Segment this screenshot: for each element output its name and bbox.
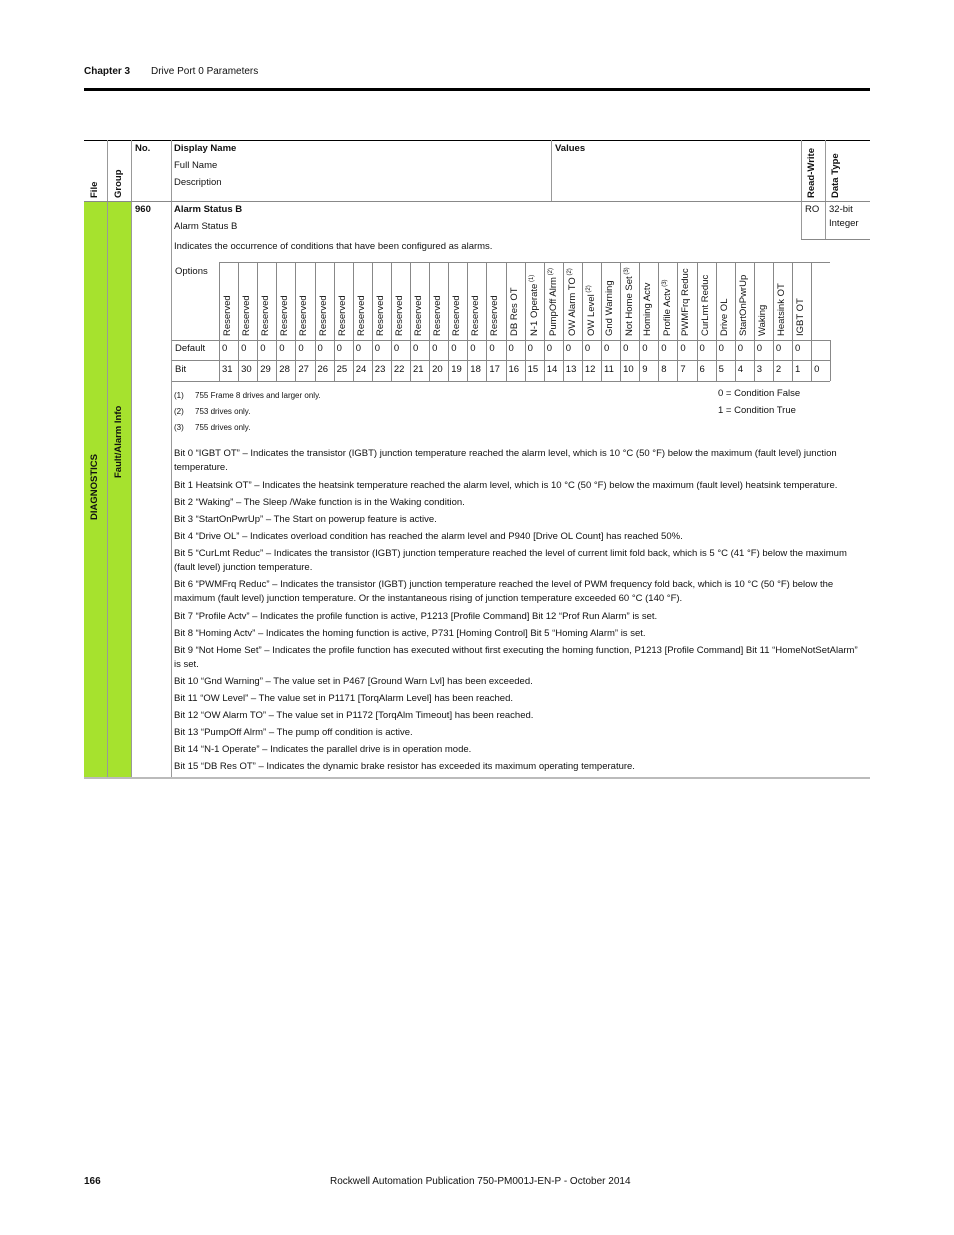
option-bit-name-text: Profile Actv — [662, 288, 674, 336]
bit-description: Bit 0 “IGBT OT” – Indicates the transistor (IGBT) junction temperature reached the alarm level, which is 10 °C (50 °F) below the maximum (fault level) junction temperature. — [174, 448, 837, 473]
description-header: Description — [174, 177, 222, 188]
option-bit-name — [623, 267, 637, 336]
option-bit-name — [604, 280, 617, 336]
option-default-value: 0 — [795, 343, 801, 354]
option-bit-name — [528, 275, 542, 336]
page-number: 166 — [84, 1176, 101, 1187]
option-default-value: 0 — [241, 343, 247, 354]
option-bit-name — [700, 275, 713, 336]
footnotes — [174, 388, 321, 436]
option-bit-number: 1 — [795, 364, 801, 375]
option-bit-number: 26 — [317, 364, 329, 375]
option-bit-number: 27 — [298, 364, 309, 375]
col-divider — [131, 140, 132, 777]
option-bit-name-text: Reserved — [336, 295, 348, 336]
options-col-rule — [238, 262, 239, 381]
option-bit-number: 5 — [718, 364, 724, 375]
option-bit-number: 13 — [565, 364, 577, 375]
option-default-value: 0 — [451, 343, 457, 354]
col-divider — [825, 140, 826, 239]
options-col-rule — [429, 262, 430, 381]
option-bit-name-text: DB Res OT — [508, 287, 520, 336]
option-bit-number: 4 — [737, 364, 743, 375]
options-col-rule — [601, 262, 602, 381]
option-bit-name — [241, 295, 254, 336]
parameter-display-name: Alarm Status B — [174, 204, 243, 215]
col-divider — [801, 140, 802, 239]
option-default-value: 0 — [565, 343, 572, 354]
option-bit-number: 29 — [260, 364, 271, 375]
option-bit-number: 6 — [699, 364, 705, 375]
options-col-rule — [773, 262, 774, 381]
option-bit-name-text: Reserved — [489, 295, 501, 336]
option-bit-footnote-ref: (2) — [585, 285, 592, 295]
option-default-value: 0 — [775, 343, 782, 354]
footnote-number: (3) — [174, 423, 184, 432]
option-bit-number: 17 — [489, 364, 500, 375]
page-header — [84, 66, 259, 77]
option-bit-name-text: Reserved — [393, 295, 405, 336]
option-bit-number: 2 — [775, 364, 782, 375]
option-default-value: 0 — [393, 343, 400, 354]
option-default-value: 0 — [355, 343, 361, 354]
parameter-table — [84, 140, 870, 780]
option-default-value: 0 — [756, 343, 763, 354]
option-bit-number: 18 — [470, 364, 481, 375]
option-default-value: 0 — [737, 343, 743, 354]
options-col-rule — [276, 262, 277, 381]
options-col-rule — [448, 262, 449, 381]
no-header: No. — [135, 143, 151, 154]
option-bit-name-text: Reserved — [298, 295, 310, 336]
option-bit-name — [298, 295, 311, 336]
option-default-value: 0 — [508, 343, 514, 354]
options-col-rule — [391, 262, 392, 381]
option-default-value: 0 — [470, 343, 476, 354]
option-default-value: 0 — [336, 343, 342, 354]
option-bit-name — [413, 295, 426, 336]
option-bit-name-text: Reserved — [241, 295, 253, 336]
display-name-header: Display Name — [174, 143, 237, 154]
option-bit-name — [776, 283, 789, 336]
legend-false: 0 = Condition False — [718, 388, 801, 399]
option-bit-name — [757, 305, 770, 336]
read-write-value: RO — [805, 204, 820, 215]
options-col-rule — [639, 262, 640, 381]
option-bit-footnote-ref: (2) — [566, 268, 573, 278]
options-col-rule — [410, 262, 411, 381]
option-bit-name-text: OW Level — [586, 294, 598, 336]
footnote-number: (2) — [174, 407, 184, 416]
options-grid — [172, 262, 830, 382]
option-bit-name — [279, 295, 292, 336]
option-bit-number: 0 — [814, 364, 820, 375]
option-bit-number: 25 — [336, 364, 348, 375]
bit-label: Bit — [175, 364, 187, 375]
option-bit-name — [661, 279, 675, 336]
bit-description: Bit 15 “DB Res OT” – Indicates the dynamic brake resistor has exceeded its maximum operating temperature. — [174, 761, 635, 772]
option-bit-name — [642, 283, 655, 336]
option-bit-number: 8 — [661, 364, 667, 375]
option-bit-number: 19 — [451, 364, 462, 375]
option-bit-name — [547, 268, 561, 336]
options-col-rule — [372, 262, 373, 381]
options-col-rule — [830, 340, 831, 381]
option-bit-number: 21 — [413, 364, 424, 375]
bit-description: Bit 12 “OW Alarm TO” – The value set in P1172 [TorqAlm Timeout] has been reached. — [174, 710, 534, 721]
option-bit-name-text: Reserved — [317, 295, 329, 336]
option-bit-name — [738, 275, 751, 336]
option-bit-name-text: Reserved — [222, 295, 233, 336]
option-bit-name-text: Homing Actv — [642, 282, 654, 336]
option-bit-name — [356, 295, 369, 336]
options-col-rule — [334, 262, 335, 381]
header-rule — [84, 88, 870, 91]
options-col-rule — [544, 262, 545, 381]
option-bit-name — [375, 295, 388, 336]
option-bit-name — [470, 295, 483, 336]
option-bit-number: 22 — [393, 364, 405, 375]
option-default-value: 0 — [527, 343, 533, 354]
option-bit-name — [451, 295, 464, 336]
options-col-rule — [353, 262, 354, 381]
option-bit-name-text: Drive OL — [718, 298, 730, 336]
options-col-rule — [677, 262, 678, 381]
option-bit-name — [489, 295, 502, 336]
option-default-value: 0 — [317, 343, 323, 354]
option-bit-name — [394, 295, 407, 336]
publication-info: Rockwell Automation Publication 750-PM001J-EN-P - October 2014 — [330, 1176, 631, 1187]
group-cell — [108, 202, 131, 777]
option-bit-number: 11 — [604, 364, 614, 375]
option-bit-footnote-ref: (3) — [624, 267, 631, 277]
options-label: Options — [175, 266, 208, 277]
options-row-rule — [172, 360, 830, 361]
section-title: Drive Port 0 Parameters — [151, 66, 259, 77]
options-col-rule — [219, 262, 220, 381]
values-header: Values — [555, 143, 586, 154]
options-col-rule — [811, 262, 812, 381]
bit-description: Bit 2 “Waking” – The Sleep /Wake function is in the Waking condition. — [174, 497, 465, 508]
options-col-rule — [525, 262, 526, 381]
file-header: File — [89, 181, 100, 198]
options-col-rule — [620, 262, 621, 381]
footnote-text: 755 Frame 8 drives and larger only. — [195, 391, 321, 400]
parameter-full-name: Alarm Status B — [174, 221, 238, 232]
options-col-rule — [563, 262, 564, 381]
option-bit-number: 24 — [355, 364, 367, 375]
value-legend — [718, 385, 800, 419]
options-row-rule — [172, 340, 830, 341]
option-bit-number: 16 — [508, 364, 520, 375]
option-default-value: 0 — [222, 343, 228, 354]
option-bit-name-text: Reserved — [451, 295, 463, 336]
option-bit-name-text: OW Alarm TO — [566, 277, 578, 336]
option-bit-number: 3 — [756, 364, 763, 375]
option-bit-name — [318, 295, 331, 336]
data-type-value-2: Integer — [829, 218, 859, 229]
option-bit-number: 12 — [584, 364, 596, 375]
option-bit-name-text: PWMFrq Reduc — [680, 268, 692, 336]
data-type-value: 32-bit — [829, 204, 853, 215]
option-bit-name — [719, 299, 732, 336]
bit-description: Bit 8 “Homing Actv” – Indicates the homing function is active, P731 [Homing Control] Bit 5 “Homing Alarm” is set. — [174, 628, 646, 639]
option-bit-number: 20 — [432, 364, 443, 375]
option-bit-number: 7 — [680, 364, 686, 375]
option-bit-name-text: Reserved — [413, 295, 424, 336]
rw-bottom-rule — [801, 239, 870, 240]
col-divider — [171, 140, 172, 777]
option-bit-number: 31 — [222, 364, 233, 375]
options-col-rule — [582, 262, 583, 381]
data-type-header: Data Type — [830, 153, 841, 198]
option-default-value: 0 — [584, 343, 591, 354]
option-bit-footnote-ref: (1) — [528, 274, 535, 284]
footnote — [174, 420, 321, 436]
options-col-rule — [697, 262, 698, 381]
option-default-value: 0 — [642, 343, 648, 354]
parameter-description: Indicates the occurrence of conditions that have been configured as alarms. — [174, 241, 493, 252]
full-name-header: Full Name — [174, 160, 218, 171]
option-default-value: 0 — [489, 343, 495, 354]
bit-description: Bit 14 “N-1 Operate” – Indicates the parallel drive is in operation mode. — [174, 744, 472, 755]
options-col-rule — [257, 262, 258, 381]
chapter-label: Chapter 3 — [84, 66, 131, 77]
option-bit-name-text: Gnd Warning — [604, 280, 615, 336]
option-bit-footnote-ref: (2) — [547, 268, 554, 278]
option-bit-name-text: Reserved — [260, 295, 272, 336]
options-col-rule — [754, 262, 755, 381]
bit-description: Bit 10 “Gnd Warning” – The value set in P467 [Ground Warn Lvl] has been exceeded. — [174, 676, 533, 687]
options-col-rule — [486, 262, 487, 381]
option-bit-name — [432, 295, 445, 336]
option-default-value: 0 — [623, 343, 629, 354]
option-bit-name-text: StartOnPwrUp — [737, 274, 749, 336]
option-bit-name — [222, 295, 235, 336]
bit-description: Bit 4 “Drive OL” – Indicates overload condition has reached the alarm level and P940 [Drive OL Count] has reached 50%. — [174, 531, 683, 542]
footnote-number: (1) — [174, 391, 184, 400]
file-cell — [84, 202, 107, 777]
option-bit-name-text: Not Home Set — [624, 276, 636, 336]
option-default-value: 0 — [413, 343, 419, 354]
option-bit-name-text: IGBT OT — [795, 298, 806, 336]
option-default-value: 0 — [661, 343, 667, 354]
bit-description: Bit 5 “CurLmt Reduc” – Indicates the transistor (IGBT) junction temperature reached the level of current limit fold back, which is 5 °C (41 °F) below the maximum (fault level) junction temperature. — [174, 548, 847, 573]
group-name: Fault/Alarm Info — [113, 405, 124, 478]
footnote — [174, 404, 321, 420]
option-default-value: 0 — [432, 343, 438, 354]
option-bit-number: 10 — [623, 364, 634, 375]
group-header: Group — [113, 169, 124, 198]
option-default-value: 0 — [374, 343, 381, 354]
options-col-rule — [735, 262, 736, 381]
options-col-rule — [315, 262, 316, 381]
option-bit-name-text: Waking — [756, 304, 768, 336]
option-bit-number: 30 — [241, 364, 252, 375]
option-bit-number: 23 — [374, 364, 386, 375]
option-bit-name — [260, 295, 273, 336]
parameter-number: 960 — [135, 204, 151, 215]
file-name: DIAGNOSTICS — [89, 454, 100, 520]
option-bit-footnote-ref: (3) — [662, 279, 669, 289]
option-bit-name-text: Reserved — [355, 295, 367, 336]
options-col-rule — [295, 262, 296, 381]
footnote — [174, 388, 321, 404]
options-col-rule — [506, 262, 507, 381]
option-bit-name-text: Reserved — [432, 295, 444, 336]
table-bottom-rule — [84, 777, 870, 779]
option-default-value: 0 — [718, 343, 724, 354]
bit-description: Bit 9 “Not Home Set” – Indicates the profile function has executed without first executing the homing function, P1213 [Profile Command] Bit 11 “HomeNotSetAlarm” is set. — [174, 645, 858, 670]
options-col-rule — [658, 262, 659, 381]
footnote-text: 753 drives only. — [195, 407, 251, 416]
default-label: Default — [175, 343, 206, 354]
option-default-value: 0 — [604, 343, 610, 354]
options-col-rule — [792, 262, 793, 381]
option-bit-name-text: Reserved — [374, 295, 386, 336]
options-row-rule — [172, 381, 830, 382]
footnote-text: 755 drives only. — [195, 423, 251, 432]
option-bit-number: 9 — [642, 364, 648, 375]
bit-description: Bit 13 “PumpOff Alrm” – The pump off condition is active. — [174, 727, 413, 738]
bit-description: Bit 1 Heatsink OT” – Indicates the heatsink temperature reached the alarm level, which is 10 °C (50 °F) below the maximum (fault level) heatsink temperature. — [174, 480, 838, 491]
option-bit-number: 14 — [546, 364, 558, 375]
option-bit-name — [680, 268, 693, 336]
option-bit-name-text: PumpOff Alrm — [547, 277, 559, 336]
table-top-rule — [84, 140, 870, 141]
bit-description: Bit 3 “StartOnPwrUp” – The Start on powerup feature is active. — [174, 514, 437, 525]
option-bit-name-text: CurLmt Reduc — [699, 274, 711, 336]
option-bit-name-text: Reserved — [470, 295, 482, 336]
bit-description: Bit 6 “PWMFrq Reduc” – Indicates the transistor (IGBT) junction temperature reached the level of PWM frequency fold back, which is 10 °C (50 °F) below the maximum (fault level) junction temperature. Or the instantaneous rising of junction temperature exceeded 60 °C (140 °F). — [174, 579, 834, 604]
read-write-header: Read-Write — [806, 148, 817, 198]
option-default-value: 0 — [260, 343, 266, 354]
option-bit-name-text: Reserved — [279, 295, 291, 336]
option-bit-number: 28 — [279, 364, 290, 375]
legend-true: 1 = Condition True — [718, 405, 796, 416]
option-bit-name-text: Heatsink OT — [775, 283, 787, 336]
bit-description: Bit 7 “Profile Actv” – Indicates the profile function is active, P1213 [Profile Command] Bit 12 “Prof Run Alarm” is set. — [174, 611, 658, 622]
bit-description: Bit 11 “OW Level” – The value set in P1171 [TorqAlarm Level] has been reached. — [174, 693, 514, 704]
option-bit-name-text: N-1 Operate — [528, 283, 540, 336]
col-divider — [551, 140, 552, 201]
option-default-value: 0 — [279, 343, 285, 354]
option-bit-name — [509, 287, 522, 336]
option-default-value: 0 — [298, 343, 304, 354]
option-bit-name — [566, 268, 580, 336]
option-bit-name — [795, 298, 808, 336]
option-default-value: 0 — [699, 343, 705, 354]
option-bit-name — [585, 285, 599, 336]
options-col-rule — [716, 262, 717, 381]
option-default-value: 0 — [546, 343, 552, 354]
option-bit-number: 15 — [527, 364, 539, 375]
options-col-rule — [467, 262, 468, 381]
option-default-value: 0 — [680, 343, 686, 354]
option-bit-name — [337, 295, 350, 336]
header-bottom-rule — [84, 201, 870, 202]
